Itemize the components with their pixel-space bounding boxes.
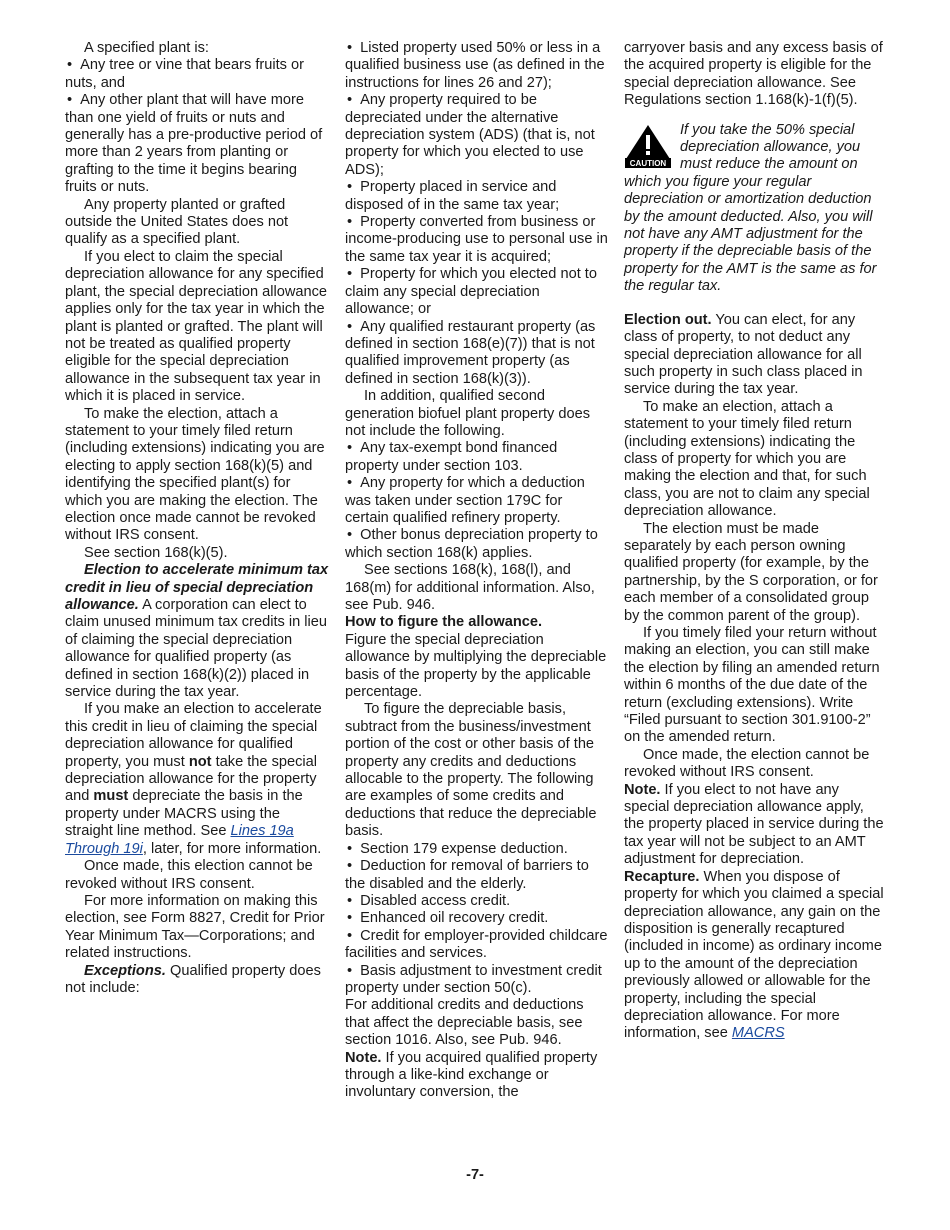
page-number: -7- xyxy=(466,1167,484,1183)
exceptions-section: Exceptions. Qualified property does not include: xyxy=(65,962,321,996)
paragraph: carryover basis and any excess basis of the acquired property is eligible for the special depreciation allowance. See Regulations section 1.168(k)-1(f)(5). xyxy=(624,40,883,109)
bullet-item: • Any tax-exempt bond financed property under section 103. xyxy=(345,440,610,475)
note-section: Note. If you elect to not have any special depreciation allowance apply, the property placed in service during the tax year will not be subject to an AMT adjustment for depreciation. xyxy=(624,781,884,868)
bullet-item: • Other bonus depreciation property to which section 168(k) applies. xyxy=(345,527,610,562)
bullet-item: • Property for which you elected not to claim any special depreciation allowance; or xyxy=(345,266,610,318)
bullet-item: • Any property required to be depreciated under the alternative depreciation system (ADS) (that is, not property for which you elected to use ADS); xyxy=(345,92,610,179)
paragraph: Once made, this election cannot be revoked without IRS consent. xyxy=(65,858,313,892)
caution-block xyxy=(624,122,886,296)
paragraph: See section 168(k)(5). xyxy=(84,544,228,561)
note-label: Note. xyxy=(345,1049,382,1066)
column-2 xyxy=(345,40,610,1102)
election-out-section: Election out. You can elect, for any class of property, to not deduct any special depreciation allowance for all such property in such class placed in service during the tax year. xyxy=(624,311,863,398)
bullet-item: • Credit for employer-provided childcare facilities and services. xyxy=(345,928,610,963)
paragraph: Once made, the election cannot be revoked without IRS consent. xyxy=(624,746,870,781)
paragraph: If you elect to claim the special depreciation allowance for any specified plant, the special depreciation allowance applies only for the tax year in which the plant is planted or grafted. The plant will not be treated as qualified property eligible for the special depreciation allowance in the subsequent tax year in which it is placed in service. xyxy=(65,248,328,405)
recapture-section: Recapture. When you dispose of property for which you claimed a special depreciation allowance, any gain on the disposition is generally recaptured (included in income) as ordinary income up to the amount of the depreciation previously allowed or allowable for the property, including the special depreciation allowance. For more information, see MACRS xyxy=(624,868,884,1042)
note-section: Note. If you acquired qualified property through a like-kind exchange or involuntary conversion, the xyxy=(345,1049,598,1101)
election-accelerate-section: Election to accelerate minimum tax credit in lieu of special depreciation allowance. A corporation can elect to claim unused minimum tax credits in lieu of claiming the special depreciation allowance for qualified property (as defined in section 168(k)(2)) placed in service during the tax year. xyxy=(65,562,329,701)
macrs-link[interactable]: MACRS xyxy=(731,1025,785,1042)
paragraph: To make the election, attach a statement to your timely filed return (including extensions) indicating you are electing to apply section 168(k)(5) and identifying the specified plant(s) for which you are making the election. The election once made cannot be revoked without IRS consent. xyxy=(65,405,325,544)
paragraph: The election must be made separately by each person owning qualified property (for example, by the partnership, by the S corporation, or for each member of a consolidated group by the common parent of the group). xyxy=(624,520,878,624)
bullet-item: • Deduction for removal of barriers to the disabled and the elderly. xyxy=(345,858,610,893)
column-1 xyxy=(65,40,330,997)
lines-19a-link[interactable]: Lines 19a Through 19i xyxy=(65,823,294,857)
caution-label: CAUTION xyxy=(629,158,667,168)
paragraph: Any property planted or grafted outside the United States does not qualify as a specified plant. xyxy=(65,196,289,248)
section-heading: Exceptions. xyxy=(84,962,166,979)
bullet-item: • Any property for which a deduction was taken under section 179C for certain qualified refinery property. xyxy=(345,475,610,527)
specified-plant-intro: A specified plant is: xyxy=(84,40,209,56)
bullet-item: • Any qualified restaurant property (as defined in section 168(e)(7)) that is not qualified improvement property (as defined in section 168(k)(3)). xyxy=(345,319,610,389)
paragraph: To figure the depreciable basis, subtract from the business/investment portion of the cost or other basis of the property any credits and deductions allocable to the property. The following are examples of some credits and deductions that reduce the depreciable basis. xyxy=(345,701,597,840)
bullet-item: • Disabled access credit. xyxy=(345,893,610,910)
paragraph: For additional credits and deductions that affect the depreciable basis, see section 1016. Also, see Pub. 946. xyxy=(345,997,584,1049)
column-3 xyxy=(624,40,886,1043)
section-heading: Election out. xyxy=(624,311,712,328)
bullet-item: • Property converted from business or income-producing use to personal use in the same tax year it is acquired; xyxy=(345,214,610,266)
paragraph: See sections 168(k), 168(l), and 168(m) for additional information. Also, see Pub. 946. xyxy=(345,562,595,613)
section-heading: Election to accelerate minimum tax credit in lieu of special depreciation allowance. xyxy=(65,562,329,613)
bullet-item: • Any tree or vine that bears fruits or nuts, and xyxy=(65,57,330,92)
how-to-figure-section: How to figure the allowance. Figure the special depreciation allowance by multiplying the depreciable basis of the property by the applicable percentage. xyxy=(345,614,607,701)
paragraph: To make an election, attach a statement to your timely filed return (including extensions) indicating the class of property for which you are making the election and that, for such class, you are not to claim any special depreciation allowance. xyxy=(624,398,870,520)
paragraph: For more information on making this election, see Form 8827, Credit for Prior Year Minimum Tax—Corporations; and related instructions. xyxy=(65,892,325,962)
paragraph: If you timely filed your return without making an election, you can still make the election by filing an amended return within 6 months of the due date of the return (excluding extensions). Write “Filed pursuant to section 301.9100-2” on the amended return. xyxy=(624,625,880,746)
bullet-item: • Property placed in service and disposed of in the same tax year; xyxy=(345,179,610,214)
bullet-item: • Enhanced oil recovery credit. xyxy=(345,910,610,927)
caution-icon xyxy=(624,124,672,168)
section-heading: Recapture. xyxy=(624,868,700,885)
bullet-item: • Section 179 expense deduction. xyxy=(345,841,610,858)
bullet-item: • Any other plant that will have more than one yield of fruits or nuts and generally has a pre-productive period of more than 2 years from planting or grafting to the time it begins bearing fruits or nuts. xyxy=(65,92,330,196)
caution-text: If you take the 50% special depreciation allowance, you must reduce the amount on which you figure your regular depreciation or amortization deduction by the amount deducted. Also, you will not have any AMT adjustment for the property if the depreciable basis of the property for the AMT is the same as for the regular tax. xyxy=(624,121,877,295)
paragraph: In addition, qualified second generation biofuel plant property does not include the following. xyxy=(345,388,591,439)
bullet-item: • Listed property used 50% or less in a qualified business use (as defined in the instructions for lines 26 and 27); xyxy=(345,40,610,92)
bullet-item: • Basis adjustment to investment credit property under section 50(c). xyxy=(345,963,610,998)
section-heading: How to figure the allowance. xyxy=(345,614,543,631)
paragraph: If you make an election to accelerate this credit in lieu of claiming the special depreciation allowance for qualified property, you must not take the special depreciation allowance for the property and must depreciate the basis in the property under MACRS using the straight line method. See Lines 19a Through 19i, later, for more information. xyxy=(65,701,322,857)
note-label: Note. xyxy=(624,781,661,798)
